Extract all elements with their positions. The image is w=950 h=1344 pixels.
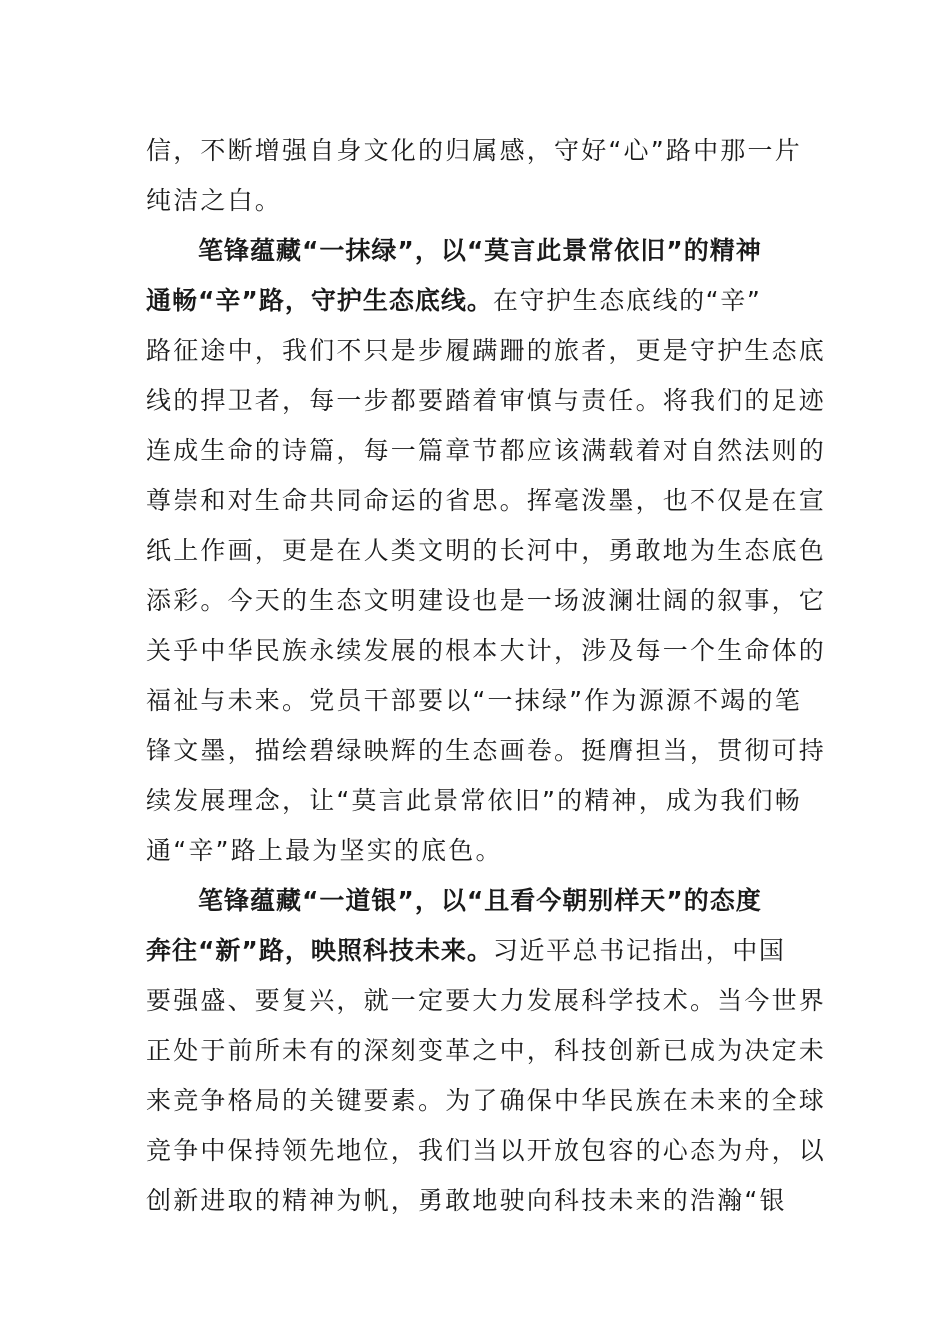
text-line: 续发展理念，让“莫言此景常依旧”的精神，成为我们畅 [146,786,802,815]
text-line: 通“辛”路上最为坚实的底色。 [146,836,503,865]
paragraph-3-heading-end: 奔往“新”路，映照科技未来。 [146,936,493,965]
text-line: 福祉与未来。党员干部要以“一抹绿”作为源源不竭的笔 [146,686,802,715]
text-line: 纸上作画，更是在人类文明的长河中，勇敢地为生态底色 [146,536,827,565]
text-line: 纯洁之白。 [146,186,283,215]
text-line: 关乎中华民族永续发展的根本大计，涉及每一个生命体的 [146,636,827,665]
paragraph-3 [146,876,827,1226]
text-line: 路征途中，我们不只是步履蹒跚的旅者，更是守护生态底 [146,336,827,365]
paragraph-2-text-start: 在守护生态底线的“辛” [492,286,762,315]
text-line: 来竞争格局的关键要素。为了确保中华民族在未来的全球 [146,1086,827,1115]
paragraph-2 [146,226,827,876]
paragraph-1 [146,126,802,226]
text-line: 要强盛、要复兴，就一定要大力发展科学技术。当今世界 [146,986,827,1015]
text-line: 创新进取的精神为帆，勇敢地驶向科技未来的浩瀚“银 [146,1186,787,1215]
text-line [146,276,786,326]
paragraph-2-heading-end: 通畅“辛”路，守护生态底线。 [146,286,493,315]
text-line: 线的捍卫者，每一步都要踏着审慎与责任。将我们的足迹 [146,386,827,415]
text-line: 添彩。今天的生态文明建设也是一场波澜壮阔的叙事，它 [146,586,827,615]
text-line: 竞争中保持领先地位，我们当以开放包容的心态为舟，以 [146,1136,827,1165]
paragraph-3-text-start: 习近平总书记指出，中国 [492,936,786,965]
paragraph-3-heading: 笔锋蕴藏“一道银”，以“且看今朝别样天”的态度 [198,886,762,915]
text-line: 正处于前所未有的深刻变革之中，科技创新已成为决定未 [146,1036,827,1065]
paragraph-2-heading: 笔锋蕴藏“一抹绿”，以“莫言此景常依旧”的精神 [198,236,762,265]
text-line: 锋文墨，描绘碧绿映辉的生态画卷。挺膺担当，贯彻可持 [146,736,827,765]
document-page [146,126,827,1226]
text-line: 连成生命的诗篇，每一篇章节都应该满载着对自然法则的 [146,436,827,465]
text-line: 尊崇和对生命共同命运的省思。挥毫泼墨，也不仅是在宣 [146,486,827,515]
text-line [146,926,786,976]
text-line: 信，不断增强自身文化的归属感，守好“心”路中那一片 [146,136,802,165]
